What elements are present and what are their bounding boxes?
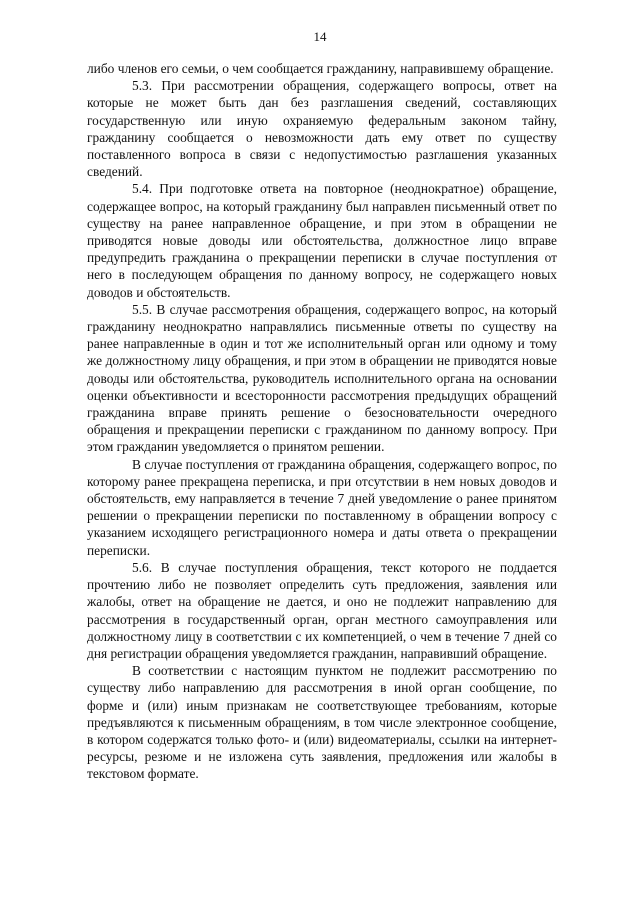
paragraph-5-5: 5.5. В случае рассмотрения обращения, содержащего вопрос, на который гражданину неоднократно направлялись письменные ответы по существу на ранее направленные в один и тот же исполнительный орган или одному и тому же должностному лицу обращения, и при этом в обращении не приводятся новые доводы или обстоятельства, руководитель исполнительного органа на основании оценки объективности и всесторонности рассмотрения предыдущих обращений гражданина вправе принять решение о безосновательности очередного обращения и прекращении переписки с гражданином по данному вопросу. При этом гражданин уведомляется о принятом решении. [87,301,557,455]
page-number: 14 [313,29,327,44]
paragraph-5-3: 5.3. При рассмотрении обращения, содержащего вопросы, ответ на которые не может быть дан без разглашения сведений, составляющих государственную или иную охраняемую федеральным законом тайну, гражданину сообщается о невозможности дать ему ответ по существу поставленного вопроса в связи с недопустимостью разглашения указанных сведений. [87,78,557,180]
paragraph-5-6-electronic: В соответствии с настоящим пунктом не подлежит рассмотрению по существу либо направлению для рассмотрения в иной орган сообщение, по форме и (или) иным признакам не соответствующее требованиям, которые предъявляются к письменным обращениям, в том числе электронное сообщение, в котором содержатся только фото- и (или) видеоматериалы, ссылки на интернет-ресурсы, резюме и не изложена суть заявления, предложения или жалобы в текстовом формате. [87,663,557,782]
paragraph-5-4: 5.4. При подготовке ответа на повторное (неоднократное) обращение, содержащее вопрос, на который гражданину был направлен письменный ответ по существу на ранее направленное обращение, и при этом в обращении не приводятся новые доводы или обстоятельства, должностное лицо вправе предупредить гражданина о прекращении переписки в случае поступления от него в последующем обращения по данному вопросу, не содержащего новых доводов и обстоятельств. [87,181,557,300]
paragraph-5-6: 5.6. В случае поступления обращения, текст которого не поддается прочтению либо не позволяет определить суть предложения, заявления или жалобы, ответ на обращение не дается, и оно не подлежит направлению для рассмотрения в государственный орган, орган местного самоуправления или должностному лицу в соответствии с их компетенцией, о чем в течение 7 дней со дня регистрации обращения уведомляется гражданин, направивший обращение. [87,559,557,661]
document-body [87,60,557,783]
paragraph-continuation: либо членов его семьи, о чем сообщается гражданину, направившему обращение. [87,61,554,76]
paragraph-5-5-notification: В случае поступления от гражданина обращения, содержащего вопрос, по которому ранее прекращена переписка, и при отсутствии в нем новых доводов и обстоятельств, ему направляется в течение 7 дней уведомление о ранее принятом решении о прекращении переписки по поставленному в обращении вопросу с указанием исходящего регистрационного номера и даты ответа о прекращении переписки. [87,456,557,558]
